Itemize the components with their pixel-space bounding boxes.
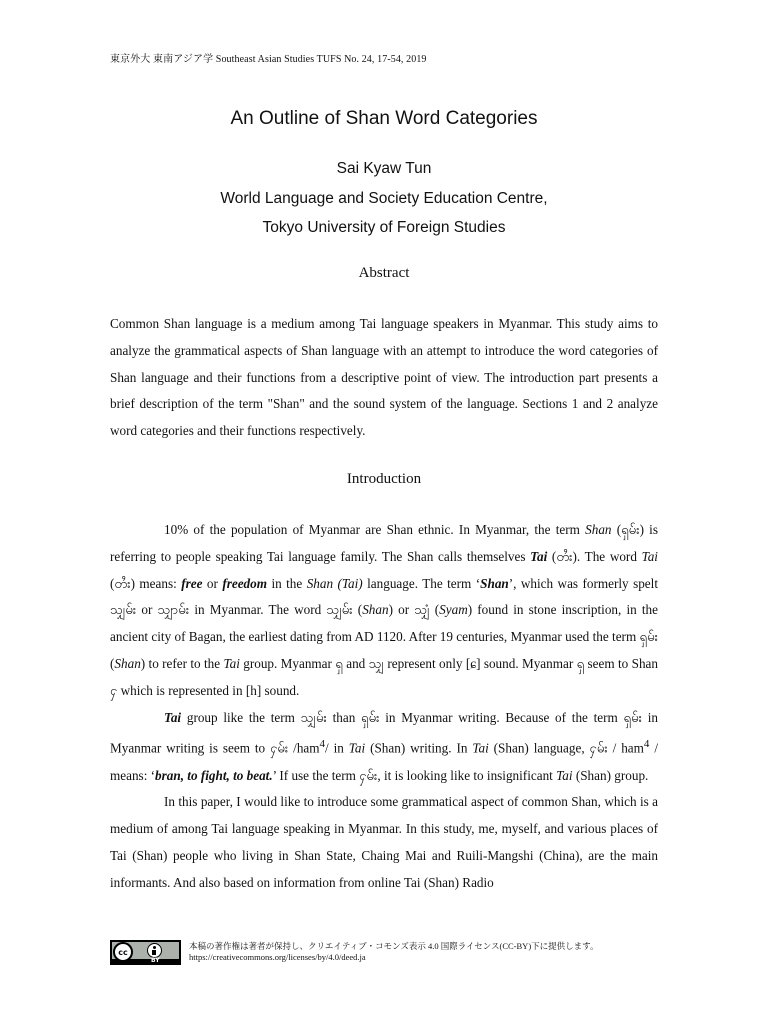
introduction-body [110, 517, 658, 897]
introduction-heading: Introduction [346, 471, 422, 487]
person-icon [147, 943, 162, 958]
affiliation-line-1: World Language and Society Education Centre, [220, 189, 548, 207]
license-url[interactable]: https://creativecommons.org/licenses/by/4.0/deed.ja [189, 952, 366, 962]
cc-icon: cc [113, 942, 133, 962]
cc-by-badge [110, 940, 181, 965]
running-head: 東京外大 東南アジア学 Southeast Asian Studies TUFS No. 24, 17-54, 2019 [110, 54, 427, 65]
paper-title: An Outline of Shan Word Categories [230, 108, 538, 129]
author-name: Sai Kyaw Tun [336, 160, 432, 177]
license-notice: 本稿の著作権は著者が保持し、クリエイティブ・コモンズ表示 4.0 国際ライセンス(CC-BY)下に提供します。 [189, 941, 599, 951]
intro-paragraph-3: In this paper, I would like to introduce some grammatical aspect of common Shan, which is a medium of among Tai language speaking in Myanmar. In this study, me, myself, and various places of Tai (Shan) people who living in Shan State, Chaing Mai and Ruili-Mangshi (China), are the main informants. And also based on information from online Tai (Shan) Radio [110, 794, 658, 890]
affiliation-line-2: Tokyo University of Foreign Studies [262, 219, 506, 236]
intro-paragraph-1: 10% of the population of Myanmar are Shan ethnic. In Myanmar, the term Shan (ရှမ်း) is referring to people speaking Tai language family. The Shan calls themselves Tai (တႆး). The word Tai (တႆး) means: free or freedom in the Shan (Tai) language. The term ‘Shan’, which was formerly spelt သျှမ်း or သျှာမ်း in Myanmar. The word သျှမ်း (Shan) or သျှံ (Syam) found in stone inscription, in the ancient city of Bagan, the earliest dating from AD 1120. After 19 centuries, Myanmar used the term ရှမ်း (Shan) to refer to the Tai group. Myanmar ရှ and သျှ represent only [ɕ] sound. Myanmar ရှ seem to Shan ႁ which is represented in [h] sound. [110, 522, 659, 698]
license-footer [110, 940, 670, 968]
by-label: BY [151, 957, 160, 964]
author-block [0, 154, 768, 243]
abstract-heading: Abstract [358, 265, 410, 281]
license-text [189, 941, 598, 963]
abstract-text: Common Shan language is a medium among Tai language speakers in Myanmar. This study aims to analyze the grammatical aspects of Shan language with an attempt to introduce the word categories of Shan language and their functions from a descriptive point of view. The introduction part presents a brief description of the term "Shan" and the sound system of the language. Sections 1 and 2 analyze word categories and their functions respectively. [110, 316, 658, 439]
intro-paragraph-2: Tai group like the term သျှမ်း than ရှမ်း in Myanmar writing. Because of the term ရှမ်း in Myanmar writing is seem to ႁမ်း /ham$^4$/ in Tai (Shan) writing. In Tai (Shan) language, ႁမ်း / ham$^4$ / means: ‘bran, to fight, to beat.’ If use the term ႁမ်း, it is looking like to insignificant Tai (Shan) group. [110, 709, 658, 783]
